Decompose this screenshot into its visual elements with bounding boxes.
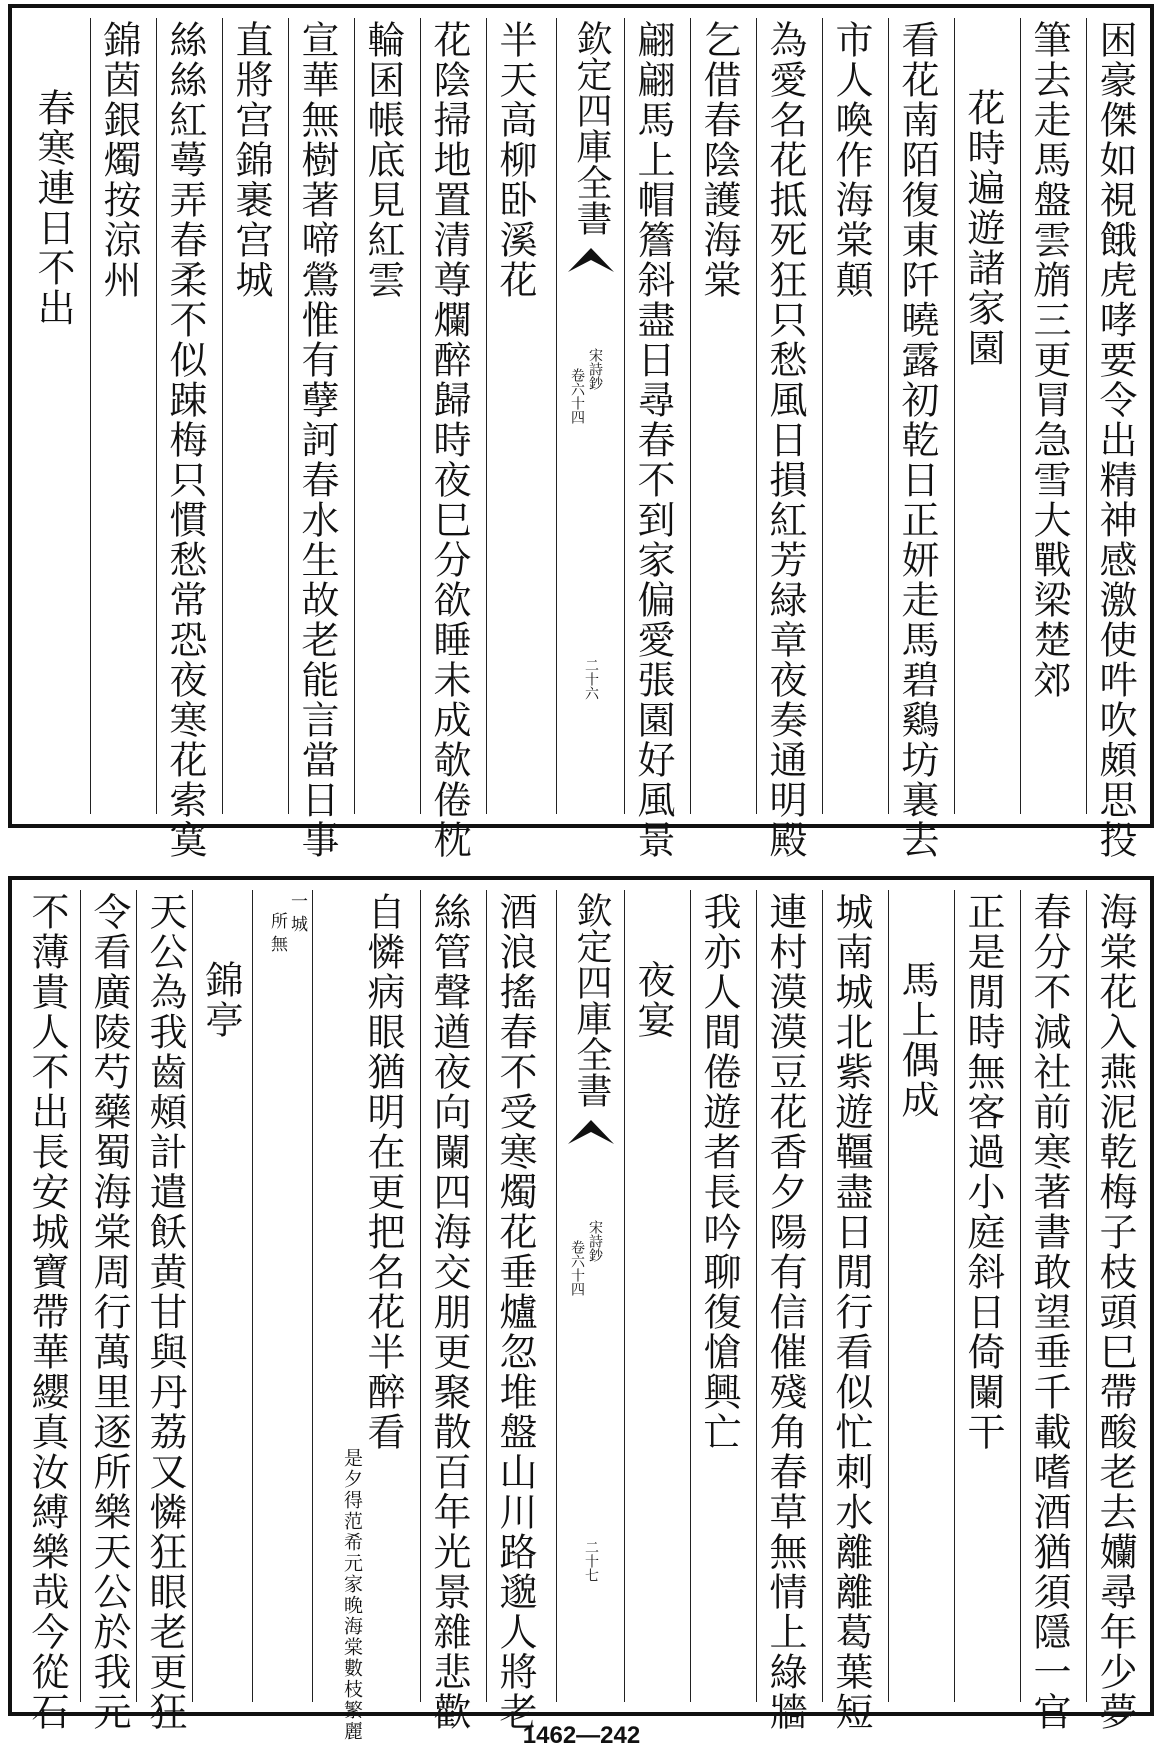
column-rule: [1086, 18, 1087, 814]
annotation-note: 所無: [267, 912, 287, 958]
column-rule: [312, 890, 313, 1702]
column-rule: [90, 18, 91, 814]
column-rule: [222, 18, 223, 814]
text-column: 絲絲紅蕚弄春柔不似踈梅只慣愁常恐夜寒花索寞: [163, 20, 207, 860]
center-banner: [558, 8, 624, 824]
poem-title: 錦亭: [199, 960, 243, 1040]
column-rule: [136, 890, 137, 1702]
text-column: 絲管聲遒夜向闌四海交朋更聚散百年光景雜悲歡: [427, 892, 471, 1732]
column-rule: [954, 890, 955, 1702]
text-column: 翩翩馬上帽簷斜盡日尋春不到家偏愛張園好風景: [631, 20, 675, 860]
text-column: 正是閒時無客過小庭斜日倚闌干: [961, 892, 1005, 1452]
text-column: 令看廣陵芍藥蜀海棠周行萬里逐所樂天公於我元: [87, 892, 131, 1732]
column-rule: [354, 18, 355, 814]
text-column: 乞借春陰護海棠: [697, 20, 741, 300]
column-rule: [420, 890, 421, 1702]
column-rule: [156, 18, 157, 814]
column-rule: [954, 18, 955, 814]
column-rule: [756, 18, 757, 814]
annotation-note: 是夕得范希元家晚海棠數枝繁麗: [341, 1448, 363, 1742]
fish-tail-ornament: [568, 248, 614, 272]
banner-title: 欽定四庫全書: [571, 892, 612, 1108]
column-rule: [486, 18, 487, 814]
text-column: 花陰掃地置清尊爛醉歸時夜巳分欲睡未成欹倦枕: [427, 20, 471, 860]
text-column: 輪囷帳底見紅雲: [361, 20, 405, 300]
column-rule: [1020, 890, 1021, 1702]
column-rule: [288, 18, 289, 814]
text-column: 筆去走馬盤雲旓三更冐急雪大戰梁楚郊: [1027, 20, 1071, 700]
text-column: 天公為我齒頰計遣飫黄甘與丹荔又憐狂眼老更狂: [143, 892, 187, 1732]
column-rule: [756, 890, 757, 1702]
volume-number: 卷六十四: [569, 368, 585, 424]
text-column: 我亦人間倦遊者長吟聊復愴興亡: [697, 892, 741, 1452]
text-column: 半天高柳卧溪花: [493, 20, 537, 300]
text-column: 自憐病眼猶明在更把名花半醉看: [361, 892, 405, 1452]
column-rule: [888, 18, 889, 814]
banner-rule: [556, 890, 557, 1702]
column-rule: [822, 18, 823, 814]
volume-number: 卷六十四: [569, 1240, 585, 1296]
column-rule: [1020, 18, 1021, 814]
banner-rule: [624, 18, 625, 814]
text-column: 看花南陌復東阡曉露初乾日正妍走馬碧鷄坊裏去: [895, 20, 939, 860]
center-banner: [558, 880, 624, 1712]
banner-rule: [556, 18, 557, 814]
column-rule: [486, 890, 487, 1702]
page-number: 二十六: [583, 658, 599, 700]
column-rule: [80, 890, 81, 1702]
text-column: 酒浪搖春不受寒燭花垂爐忽堆盤山川路邈人將老: [493, 892, 537, 1732]
annotation-note: 一城: [287, 892, 307, 938]
poem-title: 馬上偶成: [895, 960, 939, 1120]
upper-page: [8, 4, 1154, 860]
column-rule: [690, 890, 691, 1702]
banner-rule: [624, 890, 625, 1702]
column-rule: [1086, 890, 1087, 1702]
column-rule: [888, 890, 889, 1702]
text-column: 宣華無樹著啼鶯惟有孽訶春水生故老能言當日事: [295, 20, 339, 860]
column-rule: [252, 890, 253, 1702]
column-rule: [420, 18, 421, 814]
page-number: 二十七: [583, 1540, 599, 1582]
poem-title: 夜宴: [631, 960, 675, 1040]
text-column: 不薄貴人不出長安城寶帶華纓真汝縛樂哉今從石: [25, 892, 69, 1732]
text-column: 連村漠漠豆花香夕陽有信催殘角春草無情上綠牆: [763, 892, 807, 1732]
text-column: 直將宫錦裹宫城: [229, 20, 273, 300]
text-column: 春分不減社前寒著書敢望垂千載嗜酒猶須隱一官: [1027, 892, 1071, 1732]
column-rule: [690, 18, 691, 814]
banner-title: 欽定四庫全書: [571, 20, 612, 236]
page-footer-number: 1462—242: [522, 1722, 641, 1749]
text-column: 錦茵銀燭按涼州: [97, 20, 141, 300]
text-column: 海棠花入燕泥乾梅子枝頭巳帶酸老去孏尋年少夢: [1093, 892, 1137, 1732]
column-rule: [822, 890, 823, 1702]
column-rule: [192, 890, 193, 1702]
text-column: 市人喚作海棠顛: [829, 20, 873, 300]
book-name: 宋詩鈔: [587, 348, 603, 390]
poem-title: 春寒連日不出: [31, 88, 75, 328]
poem-title: 花時遍遊諸家園: [961, 88, 1005, 368]
text-column: 困豪傑如視餓虎哮要令出精神感激使吽吹頗思投: [1093, 20, 1137, 860]
fish-tail-ornament: [568, 1120, 614, 1144]
text-column: 為愛名花抵死狂只愁風日損紅芳緑章夜奏通明殿: [763, 20, 807, 860]
text-column: 城南城北紫遊韁盡日閒行看似忙刺水離離葛葉短: [829, 892, 873, 1732]
book-name: 宋詩鈔: [587, 1220, 603, 1262]
